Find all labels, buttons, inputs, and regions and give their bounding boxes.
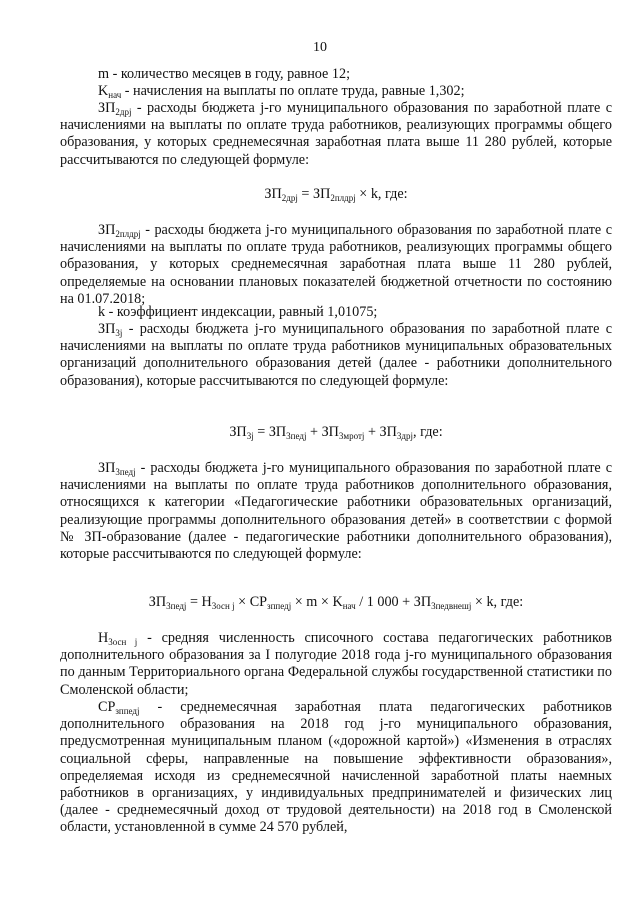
formula-zp2drj: $ЗП_{2дрj} = ЗП_{2плдрj} \times k$, где: [264,186,408,203]
n3osnj-definition: $Н_{3осн j}$ - средняя численность списочного состава педагогических работников дополнительного образования за I полугодие 2018 года j-го муниципального образования по данным Территориального органа Федеральной службы государственной статистики по Смоленской области; [60,630,612,698]
zp2drj-definition: $ЗП_{2дрj}$ - расходы бюджета j-го муниципального образования по заработной плате с начислениями на выплаты по оплате труда работников, реализующих программы общего образования, у которых среднемесячная заработная плата выше 11 280 рублей, которые рассчитываются по следующей формуле: [60,100,612,168]
zp3j-definition: $ЗП_{3j}$ - расходы бюджета j-го муниципального образования по заработной плате с начислениями на выплаты по оплате труда работников муниципальных образовательных организаций дополнительного образования детей (далее - работники дополнительного образования), которые рассчитываются по следующей формуле: [60,321,612,389]
page-number: 10 [313,40,327,55]
m-definition: m - количество месяцев в году, равное 12; [98,66,351,82]
k-definition: k - коэффициент индексации, равный 1,01075; [98,304,378,320]
formula-zp3pedj: $ЗП_{3педj} = Н_{3осн j} \times СР_{зппедj} \times m \times K_{нач} / 1$ $000 + ЗП_{3педвнешj} \times k$, где: [148,594,524,611]
knach-definition: $K_{нач}$ - начисления на выплаты по оплате труда, равные 1,302; [98,83,465,100]
zp2plarj-definition: $ЗП_{2плдрj}$ - расходы бюджета j-го муниципального образования по заработной плате с начислениями на выплаты по оплате труда работников, реализующих программы общего образования, у которых среднемесячная заработная плата выше 11 280 рублей, определяемые на основании плановых показателей бюджетной отчетности по состоянию на 01.07.2018; [60,222,612,307]
srzppedj-definition: $СР_{зппедj}$ - среднемесячная заработная плата педагогических работников дополнительного образования на 2018 год j-го муниципального образования, предусмотренная муниципальным планом («дорожной картой») «Изменения в отраслях социальной сферы, направленные на повышение эффективности образования», определяемая исходя из среднемесячной начисленной заработной платы наемных работников в организациях, у индивидуальных предпринимателей и физических лиц (далее - среднемесячный доход от трудовой деятельности) на 2018 год в Смоленской области, установленной в сумме 24 570 рублей, [60,699,612,836]
formula-zp3j: $ЗП_{3j} = ЗП_{3педj} + ЗП_{3мротj} + ЗП_{3дрj}$, где: [229,424,443,441]
zp3pedj-definition: $ЗП_{3педj}$ - расходы бюджета j-го муниципального образования по заработной плате с начислениями на выплаты по оплате труда работников дополнительного образования, относящихся к категории «Педагогические работники образовательных организаций, реализующие программы дополнительного образования детей» в соответствии с формой № ЗП-образование (далее - педагогические работники дополнительного образования), которые рассчитываются по следующей формуле: [60,460,612,563]
